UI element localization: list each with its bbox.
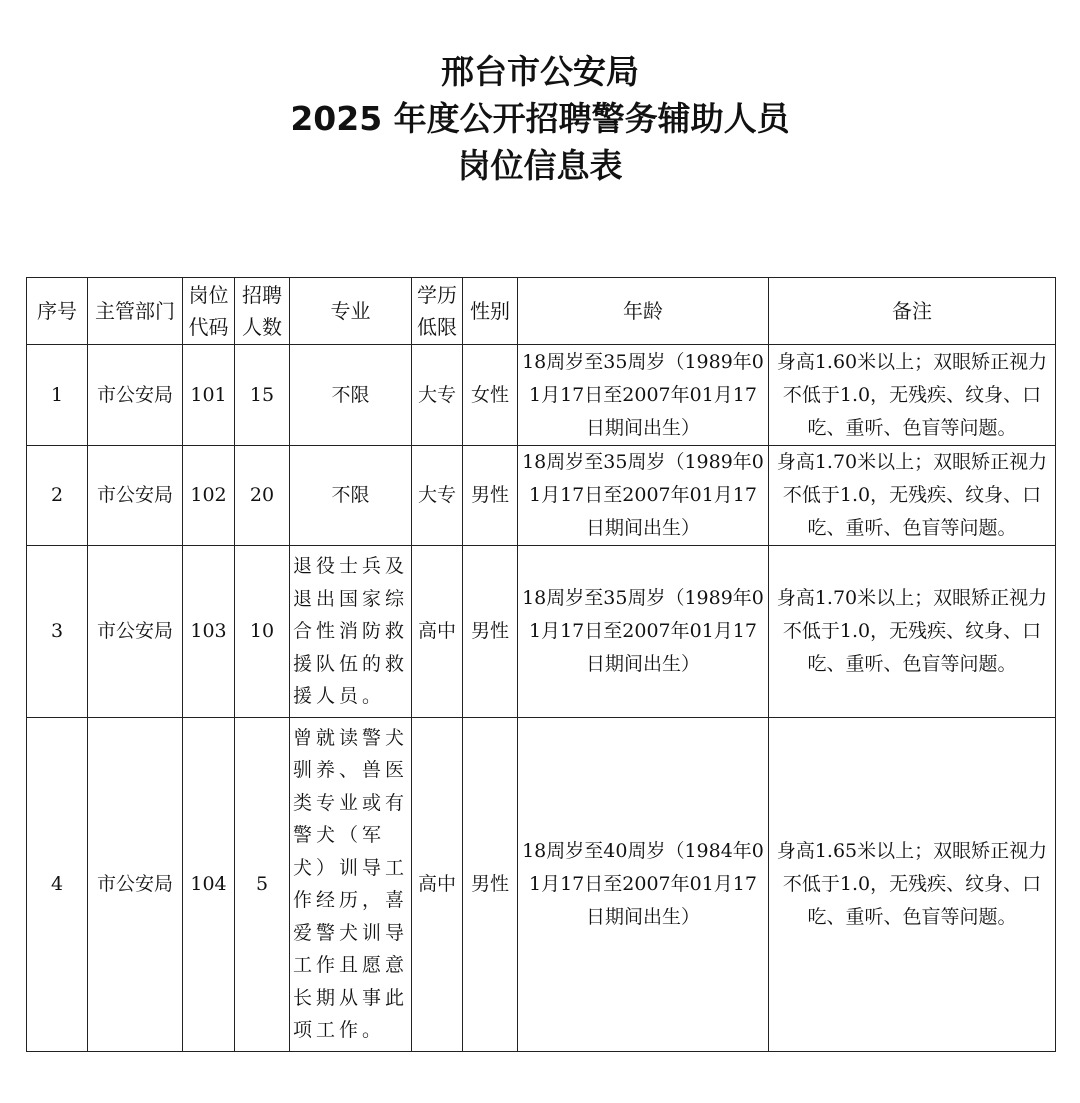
cell-code: 104 <box>183 717 235 1051</box>
cell-count: 20 <box>235 446 290 546</box>
cell-major-text: 退役士兵及退出国家综合性消防救援队伍的救援人员。 <box>293 555 409 707</box>
table-row <box>27 546 1056 718</box>
header-seq: 序号 <box>27 278 88 345</box>
table-row <box>27 345 1056 446</box>
header-gender: 性别 <box>463 278 518 345</box>
cell-dept: 市公安局 <box>88 717 183 1051</box>
cell-note: 身高1.65米以上；双眼矫正视力不低于1.0，无残疾、纹身、口吃、重听、色盲等问题。 <box>769 717 1056 1051</box>
cell-major-text: 曾就读警犬驯养、兽医类专业或有警犬（军犬）训导工作经历，喜爱警犬训导工作且愿意长期从事此项工作。 <box>293 726 409 1041</box>
cell-seq: 1 <box>27 345 88 446</box>
cell-gender: 男性 <box>463 717 518 1051</box>
cell-count: 5 <box>235 717 290 1051</box>
title-line-organization: 邢台市公安局 <box>441 52 639 91</box>
cell-gender: 男性 <box>463 446 518 546</box>
cell-major: 不限 <box>290 345 412 446</box>
cell-edu: 高中 <box>412 546 463 718</box>
cell-count: 15 <box>235 345 290 446</box>
header-edu: 学历低限 <box>412 278 463 345</box>
cell-major <box>290 546 412 718</box>
cell-dept: 市公安局 <box>88 345 183 446</box>
header-count: 招聘人数 <box>235 278 290 345</box>
cell-note: 身高1.70米以上；双眼矫正视力不低于1.0，无残疾、纹身、口吃、重听、色盲等问题。 <box>769 446 1056 546</box>
document-title <box>0 48 1080 189</box>
cell-seq: 2 <box>27 446 88 546</box>
cell-edu: 大专 <box>412 446 463 546</box>
cell-seq: 3 <box>27 546 88 718</box>
cell-code: 101 <box>183 345 235 446</box>
title-line-table-name: 岗位信息表 <box>457 146 623 185</box>
cell-gender: 女性 <box>463 345 518 446</box>
position-info-table <box>26 277 1056 1052</box>
cell-dept: 市公安局 <box>88 546 183 718</box>
cell-edu: 高中 <box>412 717 463 1051</box>
cell-code: 102 <box>183 446 235 546</box>
table-row <box>27 446 1056 546</box>
cell-major: 不限 <box>290 446 412 546</box>
cell-dept: 市公安局 <box>88 446 183 546</box>
header-code: 岗位代码 <box>183 278 235 345</box>
cell-note: 身高1.70米以上；双眼矫正视力不低于1.0，无残疾、纹身、口吃、重听、色盲等问题。 <box>769 546 1056 718</box>
table-header-row <box>27 278 1056 345</box>
cell-note: 身高1.60米以上；双眼矫正视力不低于1.0，无残疾、纹身、口吃、重听、色盲等问题。 <box>769 345 1056 446</box>
cell-major <box>290 717 412 1051</box>
table-row <box>27 717 1056 1051</box>
cell-seq: 4 <box>27 717 88 1051</box>
cell-code: 103 <box>183 546 235 718</box>
cell-edu: 大专 <box>412 345 463 446</box>
cell-age: 18周岁至40周岁（1984年01月17日至2007年01月17日期间出生） <box>518 717 769 1051</box>
cell-count: 10 <box>235 546 290 718</box>
header-dept: 主管部门 <box>88 278 183 345</box>
header-note: 备注 <box>769 278 1056 345</box>
title-line-recruitment: 2025 年度公开招聘警务辅助人员 <box>290 99 790 138</box>
header-age: 年龄 <box>518 278 769 345</box>
header-major: 专业 <box>290 278 412 345</box>
cell-age: 18周岁至35周岁（1989年01月17日至2007年01月17日期间出生） <box>518 446 769 546</box>
cell-age: 18周岁至35周岁（1989年01月17日至2007年01月17日期间出生） <box>518 546 769 718</box>
cell-age: 18周岁至35周岁（1989年01月17日至2007年01月17日期间出生） <box>518 345 769 446</box>
cell-gender: 男性 <box>463 546 518 718</box>
